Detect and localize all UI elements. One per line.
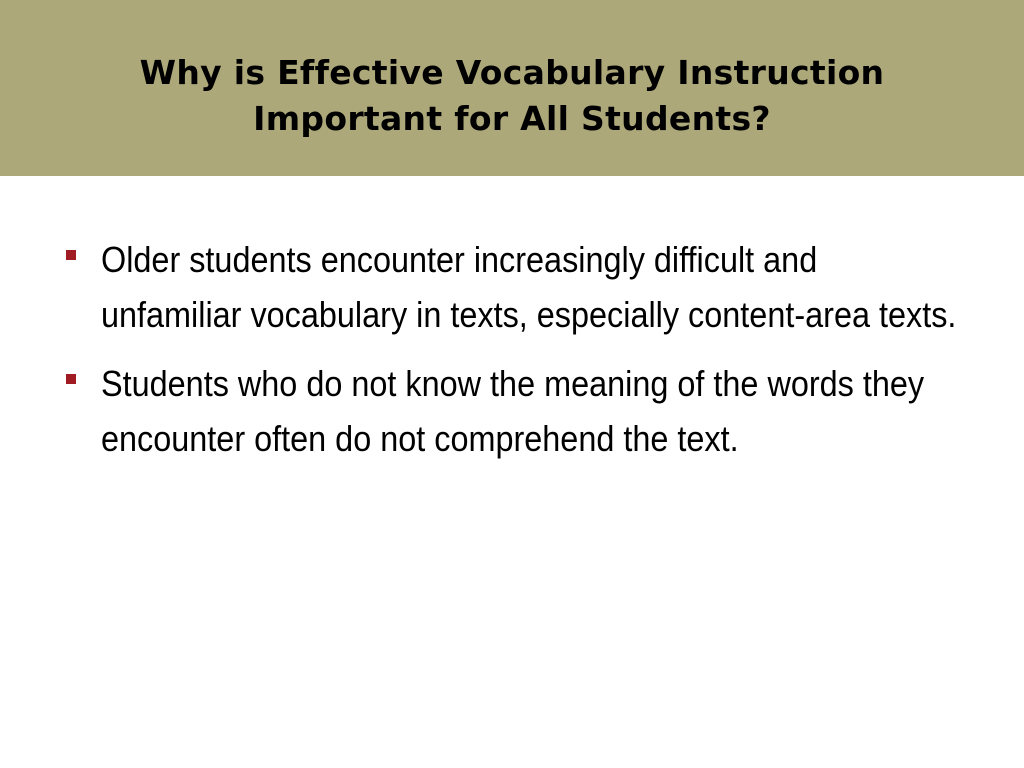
slide-title: Why is Effective Vocabulary Instruction Important for All Students? <box>139 53 885 138</box>
bullet-text: Older students encounter increasingly difficult and unfamiliar vocabulary in texts, especially content-area texts. <box>101 239 957 335</box>
list-item <box>0 356 961 466</box>
square-bullet-icon <box>66 250 76 260</box>
bullet-text: Students who do not know the meaning of the words they encounter often do not comprehend the text. <box>101 363 925 459</box>
bullet-list <box>0 232 1024 480</box>
list-item <box>0 232 961 342</box>
square-bullet-icon <box>66 374 76 384</box>
title-band <box>0 0 1024 176</box>
